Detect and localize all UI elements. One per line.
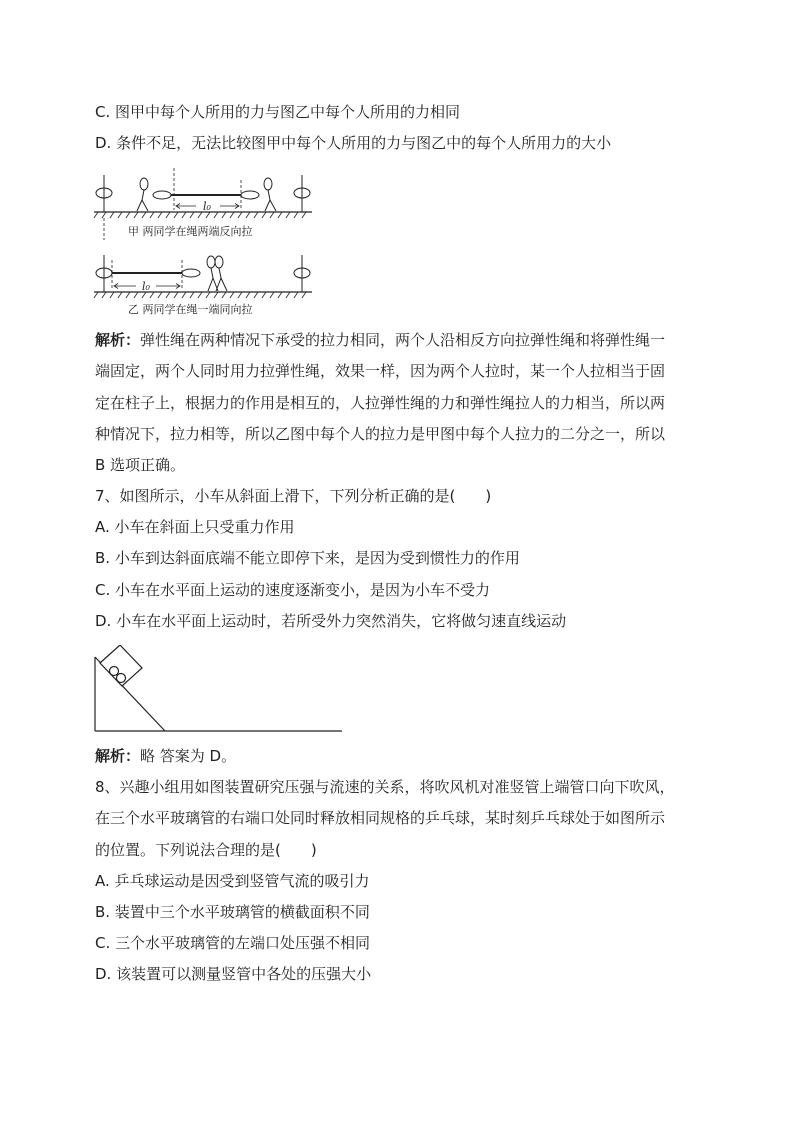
q8-option-d: D. 该装置可以测量竖管中各处的压强大小 [95, 965, 372, 983]
analysis6-text1: 弹性绳在两种情况下承受的拉力相同，两个人沿相反方向拉弹性绳和将弹性绳一 [140, 331, 666, 349]
length-label-jia: l₀ [203, 200, 211, 213]
q7-option-a: A. 小车在斜面上只受重力作用 [95, 518, 295, 536]
q7-option-c: C. 小车在水平面上运动的速度逐渐变小，是因为小车不受力 [95, 581, 491, 599]
q8-stem-line1: 8、兴趣小组用如图装置研究压强与流速的关系，将吹风机对准竖管上端管口向下吹风， [95, 778, 675, 796]
analysis-label: 解析： [95, 331, 141, 349]
incline-cart-figure [90, 645, 350, 737]
analysis6-line5: B 选项正确。 [95, 456, 186, 474]
analysis6-line1 [95, 330, 715, 350]
q7-option-d: D. 小车在水平面上运动时，若所受外力突然消失，它将做匀速直线运动 [95, 612, 567, 630]
caption-jia: 甲 两同学在绳两端反向拉 [128, 225, 253, 238]
rope-pull-figure [90, 160, 320, 320]
caption-yi: 乙 两同学在绳一端同向拉 [128, 303, 253, 316]
q7-option-b: B. 小车到达斜面底端不能立即停下来，是因为受到惯性力的作用 [95, 549, 520, 567]
analysis6-line4: 种情况下，拉力相等，所以乙图中每个人的拉力是甲图中每个人拉力的二分之一，所以 [95, 425, 666, 443]
q8-stem-line2: 在三个水平玻璃管的右端口处同时释放相同规格的乒乓球，某时刻乒乓球处于如图所示 [95, 809, 666, 827]
analysis7-line [95, 746, 715, 766]
q7-stem: 7、如图所示，小车从斜面上滑下，下列分析正确的是( ) [95, 487, 492, 505]
length-label-yi: l₀ [142, 280, 150, 293]
q6-option-d: D. 条件不足，无法比较图甲中每个人所用的力与图乙中的每个人所用力的大小 [95, 134, 612, 152]
q6-option-c: C. 图甲中每个人所用的力与图乙中每个人所用的力相同 [95, 103, 461, 121]
analysis7-label: 解析： [95, 747, 141, 765]
q8-stem-line3: 的位置。下列说法合理的是( ) [95, 841, 317, 859]
analysis7-text: 略 答案为 D。 [140, 747, 237, 765]
q8-option-a: A. 乒乓球运动是因受到竖管气流的吸引力 [95, 872, 370, 890]
q8-option-c: C. 三个水平玻璃管的左端口处压强不相同 [95, 934, 371, 952]
analysis6-line2: 端固定，两个人同时用力拉弹性绳，效果一样，因为两个人拉时，某一个人拉相当于固 [95, 362, 666, 380]
analysis6-line3: 定在柱子上，根据力的作用是相互的，人拉弹性绳的力和弹性绳拉人的力相当，所以两 [95, 394, 666, 412]
q8-option-b: B. 装置中三个水平玻璃管的横截面积不同 [95, 903, 370, 921]
